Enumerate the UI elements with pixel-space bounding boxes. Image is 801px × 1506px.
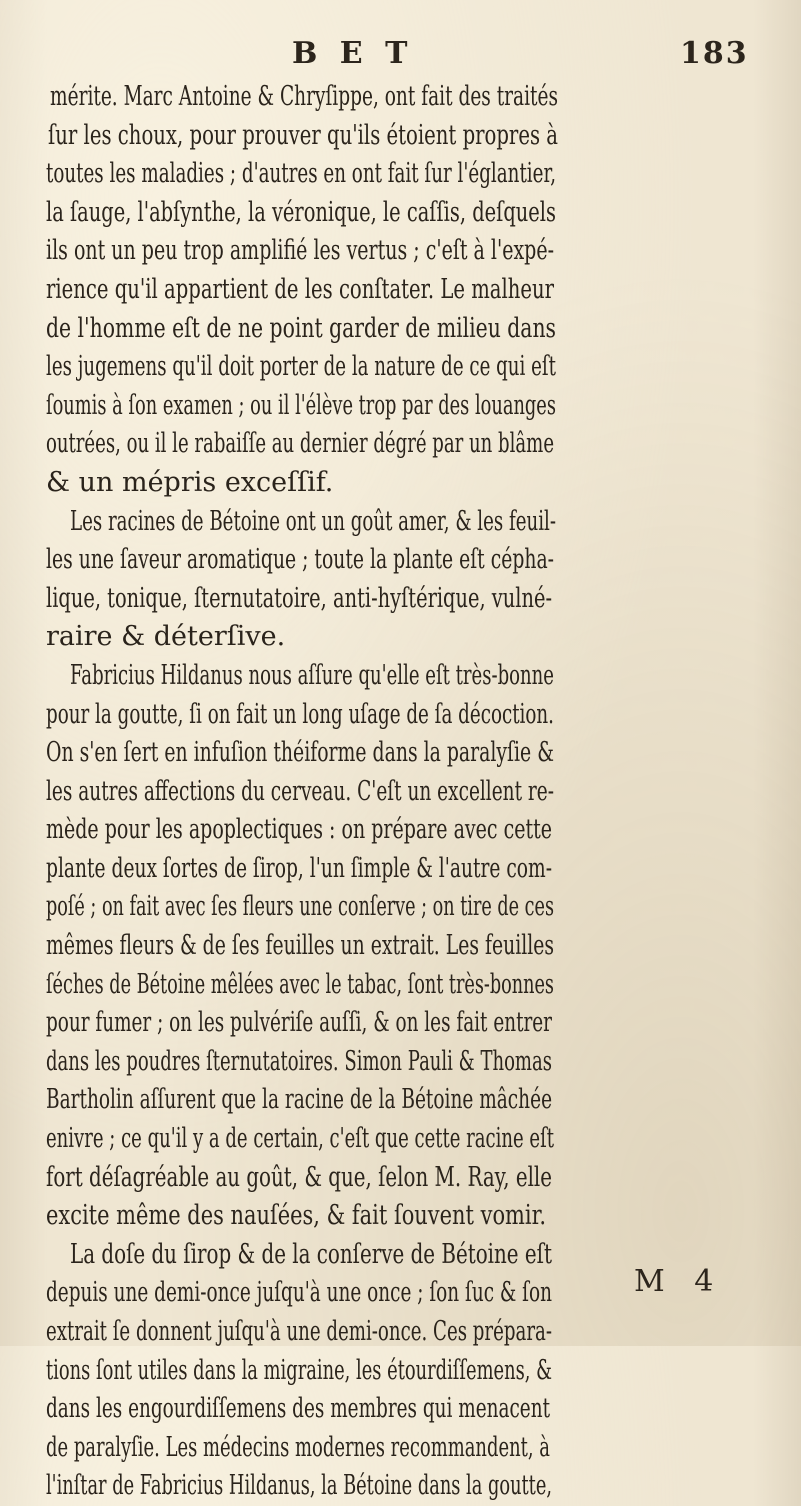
- text-line: tions ſont utiles dans la migraine, les étourdiſſemens, &: [46, 1354, 552, 1386]
- text-line: rience qu'il appartient de les conſtater. Le malheur: [46, 273, 554, 305]
- text-line: ſéches de Bétoine mêlées avec le tabac, ſont très-bonnes: [46, 968, 554, 1000]
- text-line: mérite. Marc Antoine & Chryſippe, ont fait des traités: [50, 81, 558, 112]
- text-line: dans les engourdiſſemens des membres qui menacent: [46, 1393, 550, 1425]
- text-line: Fabricius Hildanus nous aſſure qu'elle eſt très-bonne: [70, 659, 554, 691]
- page-header: [0, 36, 801, 76]
- text-line: la ſauge, l'abſynthe, la véronique, le caſſis, deſquels: [46, 196, 556, 228]
- text-line: ſoumis à ſon examen ; ou il l'élève trop par des louanges: [46, 389, 556, 421]
- text-line: outrées, ou il le rabaiſſe au dernier dégré par un blâme: [46, 428, 555, 460]
- text-line: pour la goutte, ſi on fait un long uſage de ſa décoction.: [46, 698, 555, 730]
- text-line: On s'en ſert en infuſion théiforme dans la paralyſie &: [46, 737, 554, 769]
- text-line: de l'homme eſt de ne point garder de milieu dans: [46, 312, 557, 344]
- text-line: extrait ſe donnent juſqu'à une demi-once. Ces prépara-: [46, 1316, 552, 1347]
- text-line: les une ſaveur aromatique ; toute la plante eſt cépha-: [46, 544, 554, 576]
- text-line: & un mépris exceſſif.: [46, 466, 334, 498]
- text-line: les autres affections du cerveau. C'eſt un excellent re-: [46, 775, 554, 807]
- text-line: Les racines de Bétoine ont un goût amer, & les feuil-: [70, 505, 556, 537]
- text-line: Bartholin aſſurent que la racine de la Bétoine mâchée: [46, 1084, 553, 1116]
- signature-mark: M 4: [634, 1264, 724, 1299]
- text-line: mêmes fleurs & de ſes feuilles un extrait. Les feuilles: [46, 930, 555, 962]
- page-footer: [0, 1264, 801, 1304]
- text-line: excite même des nauſées, & fait ſouvent vomir.: [46, 1200, 546, 1232]
- text-line: les jugemens qu'il doit porter de la nature de ce qui eſt: [46, 351, 556, 383]
- page-number: 183: [680, 36, 749, 71]
- text-line: dans les poudres ſternutatoires. Simon Pauli & Thomas: [46, 1045, 553, 1077]
- text-line: ils ont un peu trop amplifié les vertus ; c'eſt à l'expé-: [46, 235, 555, 267]
- text-line: ſur les choux, pour prouver qu'ils étoient propres à: [48, 119, 558, 151]
- text-line: raire & déterſive.: [46, 621, 286, 653]
- text-line: mède pour les apoplectiques : on prépare avec cette: [46, 814, 553, 846]
- text-line: pour fumer ; on les pulvériſe auſſi, & on les fait entrer: [46, 1007, 552, 1039]
- text-line: toutes les maladies ; d'autres en ont fait ſur l'églantier,: [46, 158, 557, 190]
- text-line: depuis une demi-once juſqu'à une once ; ſon ſuc & ſon: [46, 1277, 552, 1309]
- text-line: l'inſtar de Fabricius Hildanus, la Bétoine dans la goutte,: [46, 1470, 553, 1502]
- text-line: enivre ; ce qu'il y a de certain, c'eſt que cette racine eſt: [46, 1123, 555, 1155]
- text-line: de paralyſie. Les médecins modernes recommandent, à: [46, 1431, 550, 1463]
- text-line: lique, tonique, ſternutatoire, anti-hyſtérique, vulné-: [46, 582, 553, 614]
- text-line: fort déſagréable au goût, & que, ſelon M. Ray, elle: [46, 1161, 552, 1193]
- running-head: B E T: [292, 36, 414, 71]
- text-line: La doſe du ſirop & de la conſerve de Bétoine eſt: [70, 1238, 552, 1270]
- text-line: plante deux ſortes de ſirop, l'un ſimple & l'autre com-: [46, 852, 553, 884]
- text-line: poſé ; on fait avec ſes fleurs une conſerve ; on tire de ces: [46, 891, 554, 923]
